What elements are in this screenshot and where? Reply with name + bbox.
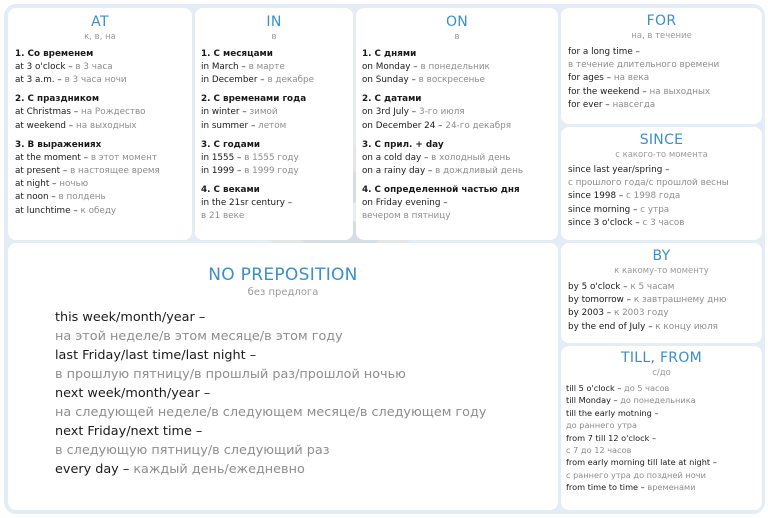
list-item: till the early motning – (566, 407, 659, 418)
list-item: on a rainy day – в дождливый день (362, 166, 524, 177)
list-item: in 1999 – в 1999 году (201, 166, 299, 177)
list-item: by tomorrow – к завтрашнему дню (568, 295, 727, 306)
list-item: next week/month/year – (55, 386, 211, 401)
list-item: on Friday evening – (362, 198, 448, 209)
by-title: BY (652, 248, 671, 264)
on-section-part-of-day: 4. С определенной частью дня (362, 185, 520, 196)
card-in (195, 8, 353, 240)
list-item: since 1998 – с 1998 года (568, 191, 681, 202)
no-preposition-subtitle: без предлога (247, 287, 319, 298)
list-item: on Monday – в понедельник (362, 62, 490, 72)
list-item: на этой неделе/в этом месяце/в этом году (55, 329, 343, 344)
no-preposition-title: NO PREPOSITION (208, 265, 358, 285)
card-on (356, 8, 558, 240)
list-item: from early morning till late at night – (566, 457, 717, 468)
at-subtitle: к, в, на (84, 32, 116, 42)
list-item: every day – каждый день/ежедневно (55, 462, 305, 477)
list-item: до раннего утра (566, 420, 637, 431)
list-item: at 3 a.m. – в 3 часа ночи (15, 75, 127, 86)
list-item: till 5 o'clock – до 5 часов (566, 383, 670, 393)
list-item: this week/month/year – (55, 310, 206, 325)
list-item: in December – в декабре (201, 75, 315, 86)
list-item: in summer – летом (201, 120, 287, 131)
list-item: since morning – с утра (568, 204, 670, 215)
list-item: вечером в пятницу (362, 211, 451, 222)
card-no-preposition (8, 243, 558, 510)
list-item: for the weekend – на выходных (568, 86, 711, 97)
list-item: at Christmas – на Рождество (15, 107, 146, 118)
list-item: till Monday – до понедельника (566, 395, 696, 406)
since-subtitle: с какого-то момента (615, 150, 708, 160)
in-section-years: 3. С годами (201, 139, 261, 150)
card-by (561, 243, 762, 343)
list-item: с 7 до 12 часов (566, 445, 632, 456)
card-at (8, 8, 192, 240)
list-item: с прошлого года/с прошлой весны (568, 178, 729, 189)
list-item: in the 21sr century – (201, 198, 293, 209)
on-subtitle: в (454, 32, 460, 42)
list-item: in 1555 – в 1555 году (201, 152, 299, 163)
for-subtitle: на, в течение (631, 31, 692, 41)
in-section-months: 1. С месяцами (201, 49, 273, 59)
on-section-dates: 2. С датами (362, 94, 422, 105)
list-item: at weekend – на выходных (15, 120, 137, 131)
list-item: на следующей неделе/в следующем месяце/в следующем году (55, 405, 487, 420)
list-item: in March – в марте (201, 62, 285, 72)
list-item: by 2003 – к 2003 году (568, 308, 669, 319)
in-subtitle: в (271, 32, 277, 42)
list-item: by the end of July – к концу июля (568, 321, 718, 332)
list-item: at the moment – в этот момент (15, 152, 158, 163)
list-item: last Friday/last time/last night – (55, 348, 257, 363)
list-item: at present – в настоящее время (15, 166, 160, 177)
list-item: в 21 веке (201, 211, 245, 222)
list-item: from 7 till 12 o'clock – (566, 432, 657, 443)
list-item: в течение длительного времени (568, 60, 720, 71)
list-item: on December 24 – 24-го декабря (362, 120, 512, 131)
list-item: from time to time – временами (566, 482, 696, 493)
at-section-holiday: 2. С праздником (15, 94, 100, 105)
card-since (561, 127, 762, 240)
list-item: by 5 o'clock – к 5 часам (568, 282, 675, 292)
on-section-days: 1. С днями (362, 49, 417, 59)
list-item: at noon – в полдень (15, 192, 106, 203)
on-title: ON (445, 14, 469, 30)
in-title: IN (266, 14, 282, 30)
list-item: in winter – зимой (201, 107, 278, 118)
list-item: в прошлую пятницу/в прошлый раз/прошлой ночью (55, 367, 406, 382)
list-item: for ages – на века (568, 73, 650, 84)
list-item: at 3 o'clock – в 3 часа (15, 62, 113, 72)
list-item: on 3rd July – 3-го июля (362, 107, 465, 118)
for-title: FOR (646, 13, 677, 29)
till-from-subtitle: с/до (652, 368, 671, 378)
since-title: SINCE (639, 132, 684, 148)
on-section-adj-day: 3. С прил. + day (362, 139, 444, 150)
list-item: at lunchtime – к обеду (15, 205, 117, 216)
by-subtitle: к какому-то моменту (614, 266, 709, 276)
list-item: since 3 o'clock – с 3 часов (568, 217, 685, 228)
in-section-centuries: 4. С веками (201, 185, 260, 196)
at-title: AT (91, 14, 109, 30)
list-item: next Friday/next time – (55, 424, 203, 439)
card-till-from (561, 346, 762, 510)
at-section-time: 1. Со временем (15, 49, 94, 59)
card-for (561, 8, 762, 124)
till-from-title: TILL, FROM (620, 350, 703, 366)
list-item: for a long time – (568, 47, 640, 57)
list-item: since last year/spring – (568, 165, 670, 175)
list-item: on Sunday – в воскресенье (362, 75, 485, 86)
list-item: at night – ночью (15, 179, 89, 190)
list-item: в следующую пятницу/в следующий раз (55, 443, 330, 458)
list-item: с раннего утра до поздней ночи (566, 469, 706, 480)
in-section-seasons: 2. С временами года (201, 94, 307, 105)
at-section-expressions: 3. В выражениях (15, 139, 102, 150)
list-item: for ever – навсегда (568, 99, 656, 110)
list-item: on a cold day – в холодный день (362, 152, 511, 163)
